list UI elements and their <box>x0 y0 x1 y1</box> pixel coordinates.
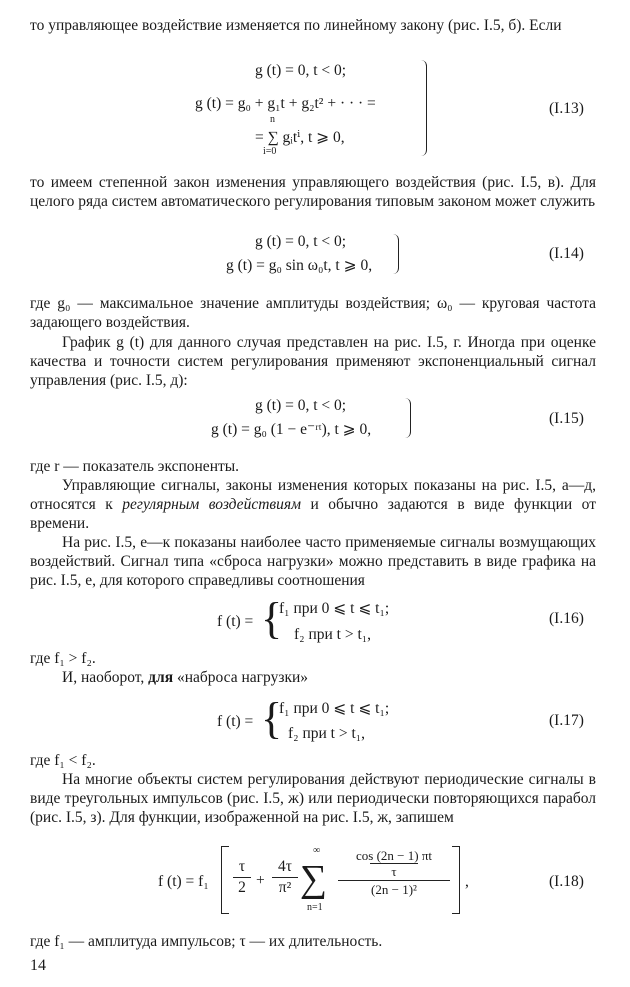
eq118-frac1-num: τ <box>233 858 251 878</box>
eq118-number: (I.18) <box>549 873 584 890</box>
paragraph-6 <box>30 476 596 533</box>
eq117-case1: f₁ при 0 ⩽ t ⩽ t₁; <box>279 700 390 717</box>
paragraph-9-text-c: «наброса нагрузки» <box>173 669 309 686</box>
eq118-frac2-den: π² <box>278 879 292 896</box>
paragraph-11: На многие объекты систем регулирования действуют периодические сигналы в виде треугольных импульсов (рис. I.5, ж) или периодически повторяющихся парабол (рис. I.5, з). Для функции, изображенной на рис. I.5, ж, запишем <box>30 771 596 826</box>
paragraph-9-bold: для <box>148 669 174 686</box>
eq118-main-denominator: (2n − 1)² <box>371 882 417 897</box>
eq116-number: (I.16) <box>549 610 584 627</box>
eq115-number: (I.15) <box>549 410 584 427</box>
paragraph-6-text-b: и обычно задаются в виде функции от времени. <box>30 496 597 532</box>
eq116-case1: f₁ при 0 ⩽ t ⩽ t₁; <box>279 600 390 617</box>
eq117-number: (I.17) <box>549 712 584 729</box>
paragraph-9-text-a: И, наоборот, <box>62 669 149 686</box>
eq117-case2: f₂ при t > t₁, <box>288 725 366 742</box>
eq115-line1: g (t) = 0, t < 0; <box>255 397 347 414</box>
eq113-right-brace <box>420 60 427 156</box>
eq113-sum-top: n <box>270 114 275 125</box>
eq118-inner-denominator: τ <box>370 863 418 879</box>
eq113-sum-bottom: i=0 <box>263 146 277 157</box>
paragraph-6-emphasis: регулярным воздействиям <box>122 496 301 513</box>
eq118-fraction-tau-2 <box>233 858 251 897</box>
eq118-sum-symbol: ∑ <box>300 858 328 900</box>
paragraph-6-text-a: Управляющие сигналы, законы изменения которых показаны на рис. I.5, а—д, относятся к <box>30 477 596 513</box>
eq118-cos-term: cos (2n − 1) πt <box>356 848 432 863</box>
paragraph-7: На рис. I.5, е—к показаны наиболее часто применяемые сигналы возмущающих воздействий. Сигнал типа «сброса нагрузки» можно представить в виде графика на рис. I.5, е, для которого справедливы соотношения <box>30 534 596 589</box>
eq116-case2: f₂ при t > t₁, <box>294 626 372 643</box>
eq113-line1: g (t) = 0, t < 0; <box>255 62 347 79</box>
eq116-lhs: f (t) = <box>217 613 254 630</box>
eq118-sum-top: ∞ <box>313 845 321 856</box>
eq118-frac2-num: 4τ <box>272 858 298 878</box>
eq118-main-numerator <box>338 848 450 881</box>
eq118-lhs: f (t) = f₁ <box>158 873 209 890</box>
paragraph-12: где f₁ — амплитуда импульсов; τ — их длительность. <box>30 933 383 950</box>
eq118-fraction-4tau-pi2 <box>272 858 298 897</box>
paragraph-1: то управляющее воздействие изменяется по линейному закону (рис. I.5, б). Если <box>30 17 562 34</box>
eq118-main-fraction <box>338 848 450 898</box>
eq118-right-bracket <box>452 846 460 914</box>
paragraph-9 <box>30 668 596 687</box>
paragraph-2: то имеем степенной закон изменения управляющего воздействия (рис. I.5, в). Для целого ряда систем автоматического регулирования типовым законом может служить <box>30 174 596 210</box>
eq114-right-brace <box>392 234 399 274</box>
eq114-number: (I.14) <box>549 245 584 262</box>
eq113-line3: = ∑ gᵢtⁱ, t ⩾ 0, <box>255 129 345 146</box>
paragraph-3: где g₀ — максимальное значение амплитуды воздействия; ω₀ — круговая частота задающего воздействия. <box>30 295 596 331</box>
eq113-number: (I.13) <box>549 100 584 117</box>
eq116-left-brace: { <box>261 594 283 643</box>
eq118-sum-bottom: n=1 <box>307 902 323 913</box>
eq118-frac1-den: 2 <box>238 879 246 896</box>
eq114-line2: g (t) = g₀ sin ω₀t, t ⩾ 0, <box>226 257 373 274</box>
eq115-right-brace <box>404 398 411 438</box>
eq113-line2: g (t) = g₀ + g₁t + g₂t² + · · · = <box>195 95 376 112</box>
eq117-lhs: f (t) = <box>217 713 254 730</box>
eq114-line1: g (t) = 0, t < 0; <box>255 233 347 250</box>
eq118-left-bracket <box>221 846 229 914</box>
paragraph-8: где f₁ > f₂. <box>30 650 96 667</box>
eq117-left-brace: { <box>261 694 283 743</box>
eq118-comma: , <box>465 873 469 890</box>
paragraph-4: График g (t) для данного случая представлен на рис. I.5, г. Иногда при оценке качества и точности систем регулирования применяют экспоненциальный сигнал управления (рис. I.5, д): <box>30 334 596 389</box>
page-number: 14 <box>30 957 46 974</box>
eq118-plus: + <box>256 872 265 889</box>
paragraph-5: где r — показатель экспоненты. <box>30 458 240 475</box>
eq115-line2: g (t) = g₀ (1 − e⁻ʳᵗ), t ⩾ 0, <box>211 421 372 438</box>
paragraph-10: где f₁ < f₂. <box>30 752 96 769</box>
